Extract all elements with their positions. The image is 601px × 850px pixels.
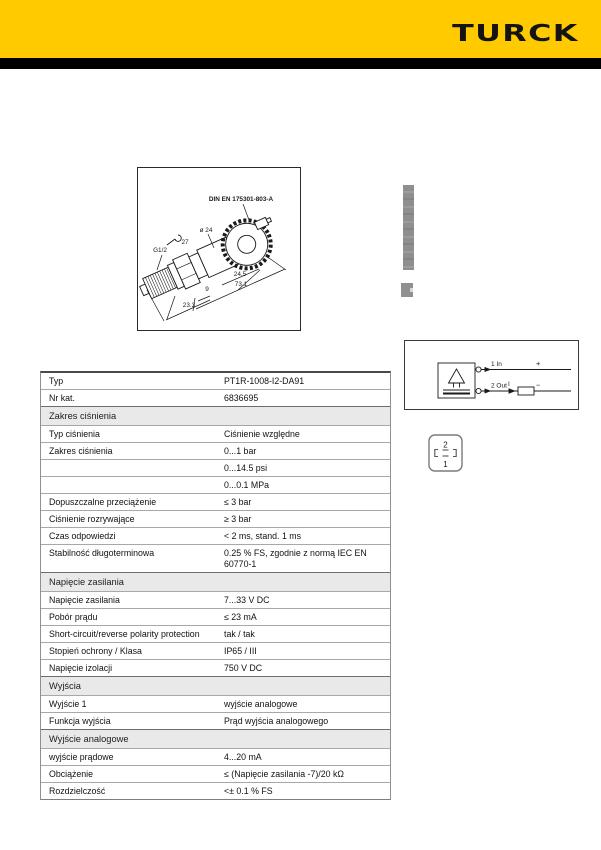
table-section-row: Wyjścia xyxy=(41,676,390,695)
table-section-row: Zakres ciśnienia xyxy=(41,406,390,425)
connector-pinout-svg xyxy=(427,433,464,473)
load-resistor xyxy=(518,387,534,395)
table-row: Zakres ciśnienia 0...1 bar xyxy=(41,442,390,459)
dim-23-3-label: 23.3 xyxy=(182,302,196,309)
connector-pinout xyxy=(427,433,464,473)
wire2-polarity: − xyxy=(536,380,541,390)
table-row: Pobór prądu ≤ 23 mA xyxy=(41,608,390,625)
table-row: wyjście prądowe 4...20 mA xyxy=(41,748,390,765)
stub-arrow-top xyxy=(485,368,490,372)
table-section-row: Napięcie zasilania xyxy=(41,572,390,591)
wiring-lines xyxy=(485,368,571,395)
dim-73-1-label: 73.1 xyxy=(234,281,248,288)
table-row: Napięcie izolacji 750 V DC xyxy=(41,659,390,676)
table-row: 0...14.5 psi xyxy=(41,459,390,476)
current-label: I xyxy=(508,381,510,388)
table-row: Wyjście 1 wyjście analogowe xyxy=(41,695,390,712)
brand-bar-black xyxy=(0,58,601,69)
wrench-icon xyxy=(167,235,181,245)
table-row: Stopień ochrony / Klasa IP65 / III xyxy=(41,642,390,659)
wire1-label: 1 In xyxy=(491,361,502,368)
din-standard-label: DIN EN 175301-803-A xyxy=(208,196,274,203)
table-section-row: Wyjście analogowe xyxy=(41,729,390,748)
table-row: Rozdzielczość <± 0.1 % FS xyxy=(41,782,390,799)
sensor-drawing-svg xyxy=(138,168,300,330)
table-row: Napięcie zasilania 7...33 V DC xyxy=(41,591,390,608)
wire1-polarity: + xyxy=(536,359,541,368)
pin-1-label: 1 xyxy=(443,460,448,469)
dimension-drawing xyxy=(137,167,301,331)
table-row: Typ ciśnienia Ciśnienie względne xyxy=(41,425,390,442)
wiring-diagram-svg xyxy=(405,341,578,409)
table-row: Short-circuit/reverse polarity protection tak / tak xyxy=(41,625,390,642)
stub-arrow-bottom xyxy=(485,389,490,393)
transducer-symbol xyxy=(438,363,488,398)
dim-24-5-label: 24.5 xyxy=(233,271,247,278)
wrench-size-label: 27 xyxy=(181,239,189,246)
table-row: Ciśnienie rozrywające ≥ 3 bar xyxy=(41,510,390,527)
wire2-label: 2 Out xyxy=(491,382,507,390)
table-row: Funkcja wyjścia Prąd wyjścia analogowego xyxy=(41,712,390,729)
pin-2-label: 2 xyxy=(443,440,448,450)
table-row: Czas odpowiedzi < 2 ms, stand. 1 ms xyxy=(41,527,390,544)
turck-logo: TURCK xyxy=(452,21,579,47)
product-photo-thumbnail xyxy=(401,283,413,297)
wiring-diagram xyxy=(404,340,579,410)
table-row: Stabilność długoterminowa 0.25 % FS, zgodnie z normą IEC EN 60770-1 xyxy=(41,544,390,572)
table-row: Nr kat. 6836695 xyxy=(41,389,390,406)
spec-table xyxy=(40,371,391,800)
table-row: Obciążenie ≤ (Napięcie zasilania -7)/20 kΩ xyxy=(41,765,390,782)
table-row: Dopuszczalne przeciążenie ≤ 3 bar xyxy=(41,493,390,510)
diameter-label: ø 24 xyxy=(199,227,213,234)
thread-label: G1/2 xyxy=(153,247,167,254)
product-photo-strip xyxy=(403,185,414,270)
table-row: 0...0.1 MPa xyxy=(41,476,390,493)
dim-9-label: 9 xyxy=(205,286,209,293)
current-direction-arrow xyxy=(509,389,515,393)
table-row: Typ PT1R-1008-I2-DA91 xyxy=(49,375,305,386)
